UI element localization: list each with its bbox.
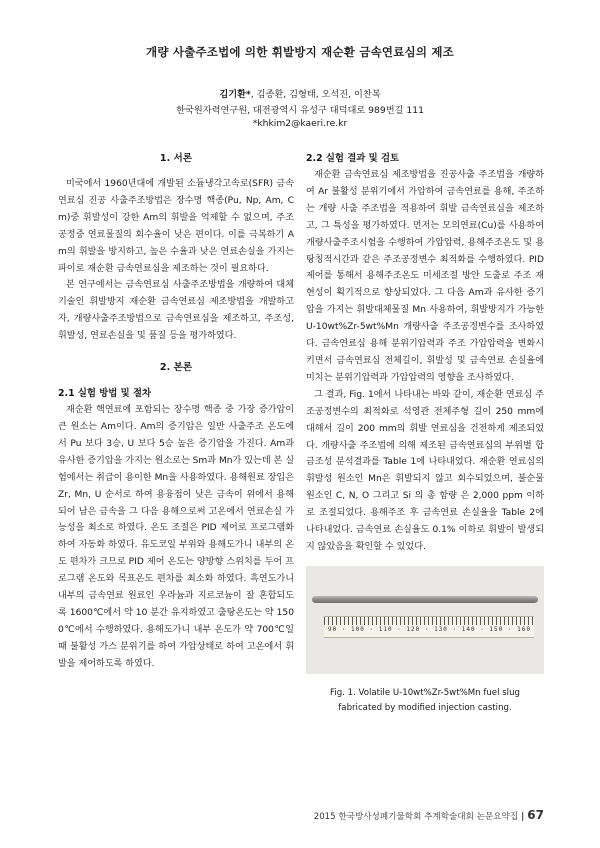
fuel-slug-rod [312,596,538,603]
intro-heading: 1. 서론 [159,153,193,164]
co-authors: , 김종환, 김형태, 오석진, 이찬복 [250,89,381,100]
ruler-ticks [324,617,534,625]
subsection-2-2-heading: 2.2 실험 결과 및 검토 [306,153,400,164]
caption-line-2: fabricated by modified injection casting. [338,702,512,713]
footer-text: 2015 한국방사성폐기물학회 추계학술대회 논문요약집 [313,812,519,822]
results-paragraph-1: 재순환 금속연료심 제조방법을 진공사출 주조법을 개량하여 Ar 불활성 분위기에서 가압하여 금속연료를 용해, 주조하는 개량 사출 주조법을 적용하여 휘발 금속연료심을 제조하고, 그 특성을 평가하였다. 먼저는 모의연료(Cu)를 사용하여 개량사출주조시험을 수행하여 가압압력, 용해주조온도 및 용탕칭적시간과 같은 주조공정변수 최적화를 수행하였다. PID 제어를 통해서 용해주조온도 미세조절 방안 도출로 주조 재현성이 획기적으로 향상되었다. 그 다음 Am과 유사한 증기압을 가지는 휘발대체물질 Mn 사용하여, 휘발방지가 가능한 U-10wt%Zr-5wt%Mn 개량사출 주조공정변수를 조사하였다. 금속연료심 용해 분위기압력과 주조 가압압력을 변화시키면서 금속연료심 전체길이, 휘발성 및 금속연료 손실율에 미치는 분위기압력과 가압압력의 영향을 조사하였다. [306,170,544,383]
subsection-2-1-heading: 2.1 실험 방법 및 절차 [58,388,152,400]
author-list [0,86,600,100]
lead-author: 김기환 [219,89,246,100]
affiliation: 한국원자력연구원, 대전광역시 유성구 대덕대로 989번길 111 [176,105,424,116]
intro-paragraph-2: 본 연구에서는 금속연료심 사출주조방법을 개량하여 대체기술인 휘발방지 재순환 금속연료심 제조방법을 개발하고자, 개량사출주조방법으로 금속연료심을 제조하고, 주조성, 휘발성, 연료손실을 및 품질 등을 평가하였다. [58,280,294,342]
methods-paragraph: 재순환 핵연료에 포함되는 장수명 핵종 중 가장 증가압이 큰 원소는 Am이다. Am의 증기압은 일반 사출주조 온도에서 Pu 보다 3승, U 보다 5승 높은 증기압을 가진다. Am과 유사한 증기압을 가지는 원소로는 Sm과 Mn가 있는데 본 실험에서는 취급이 용이한 Mn을 사용하였다. 용해원료 장입은 Zr, Mn, U 순서로 하여 용융점이 낮은 금속이 위에서 용해되어 남은 금속을 그 다음 용해으로써 고온에서 연료손실 가능성을 최소로 하였다. 온도 조절은 PID 제어로 프로그램화 하여 자동화 하였다. 유도코일 부위와 용해도가니 내부의 온도 편차가 크므로 PID 제어 온도는 양방향 스위치를 두어 프로그램 온도와 목표온도 편차를 최소화 하였다. 흑연도가니 내부의 금속연료 원료인 우라늄과 지르코늄이 잘 혼합되도록 1600℃에서 약 10 분간 유지하였고 출탕온도는 약 1500℃에서 수행하였다. 용해도가니 내부 온도가 약 700℃일 때 불활성 가스 분위기를 하여 가압상태로 하여 고온에서 휘발을 제어하도록 하였다. [58,405,294,669]
right-column [306,150,544,716]
footer-separator: | [521,812,525,822]
spacer [58,345,294,359]
fuel-slug-photo [306,566,544,674]
left-column [58,150,294,673]
corresponding-mark: * [245,89,251,100]
body-heading: 2. 본론 [159,362,193,374]
page-footer [314,808,544,822]
results-paragraph-2: 그 결과, Fig. 1에서 나타내는 바와 같이, 재순환 연료심 주조공정변수의 최적화로 석영관 전체주형 길이 250 mm에 대해서 길이 200 mm의 휘발 연료심을 건전하게 제조되었다. 개량사출 주조법에 의해 제조된 금속연료심의 부위별 합금조성 분석결과를 Table 1에 나타내었다. 재순환 연료심의 휘발성 원소인 Mn은 휘발되지 않고 회수되었으며, 불순물 원소인 C, N, O 그리고 Si 의 총 함량 은 2,000 ppm 이하로 조절되었다. 용해주조 후 금속연료 손실율을 Table 2에 나타내었다. 금속연료 손실율도 0.1% 이하로 휘발이 발생되지 않았음을 확인할 수 있었다. [306,389,544,552]
ruler-numbers: 90 · 100 · 110 · 120 · 130 · 140 · 150 · 160 [328,625,531,633]
paper-title: 개량 사출주조법에 의한 휘발방지 재순환 금속연료심의 제조 [146,45,454,59]
page-number: 67 [527,808,544,822]
figure-caption [306,686,544,716]
intro-paragraph-1: 미국에서 1960년대에 개발된 소듐냉각고속로(SFR) 금속연료심 진공 사출주조방법은 장수명 핵종(Pu, Np, Am, Cm)중 휘발성이 강한 Am의 휘발을 억제할 수 없으며, 주조공정중 연료물질의 회수율이 낮은 편이다. 이를 극복하기 Am의 휘발을 방지하고, 높은 수율과 낮은 연료손실을 가지는 파이로 재순환 금속연료심을 제조하는 것이 필요하다. [58,179,294,274]
caption-line-1: Fig. 1. Volatile U-10wt%Zr-5wt%Mn fuel slug [330,687,520,698]
contact-email: *khkim2@kaeri.re.kr [252,118,348,129]
ruler [324,616,534,638]
